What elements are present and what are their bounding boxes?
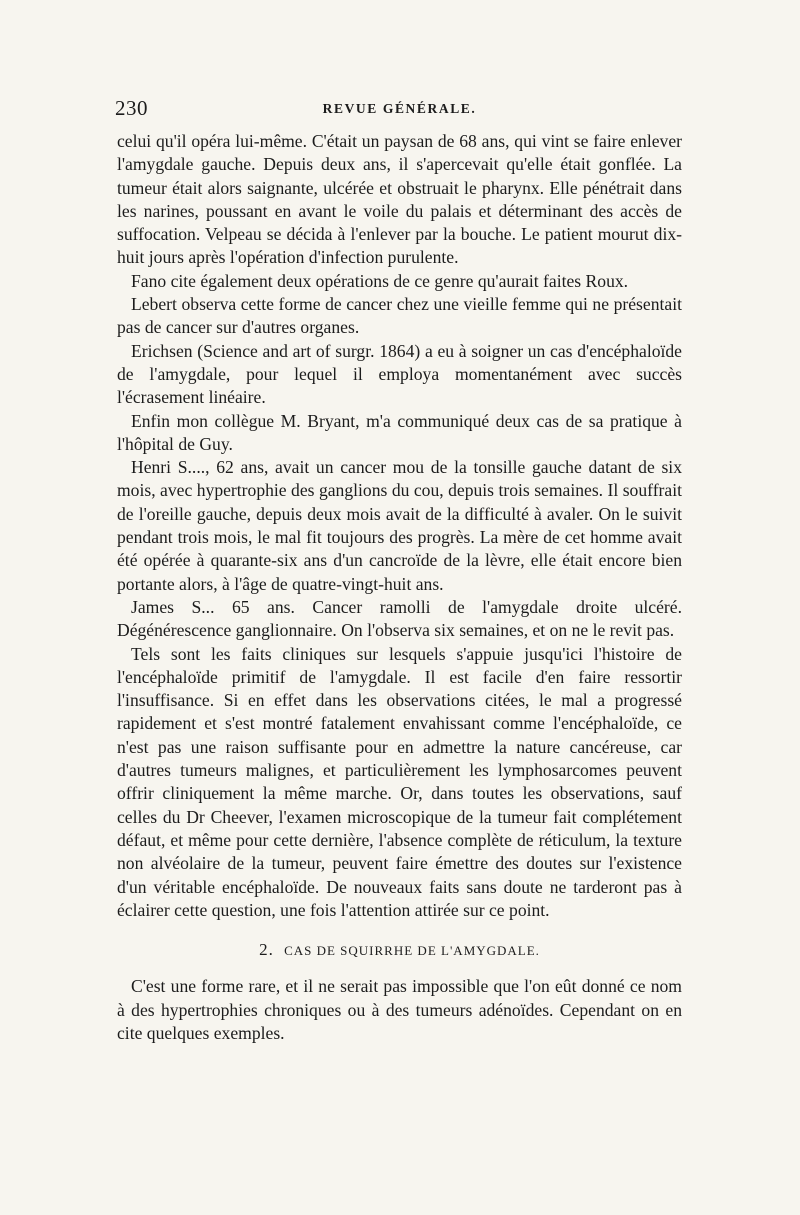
paragraph-henri-case: Henri S...., 62 ans, avait un cancer mou de la tonsille gauche datant de six mois, avec hypertrophie des ganglions du cou, depuis trois semaines. Il souffrait de l'oreille gauche, depuis deux mois avait de la difficulté à avaler. On le suivit pendant trois mois, le mal fit toujours des progrès. La mère de cet homme avait été opérée à quarante-six ans d'un cancroïde de la lèvre, elle était encore bien portante alors, à l'âge de quatre-vingt-huit ans. xyxy=(117,457,682,594)
section-number: 2. xyxy=(259,940,274,960)
paragraph-discussion: Tels sont les faits cliniques sur lesquels s'appuie jusqu'ici l'histoire de l'encéphaloïde primitif de l'amygdale. Il est facile d'en faire ressortir l'insuffisance. Si en effet dans les observations citées, le mal a progressé rapidement et s'est montré fatalement envahissant comme l'encéphaloïde, ce n'est pas une raison suffisante pour en admettre la nature cancéreuse, car d'autres tumeurs malignes, et particulièrement les lymphosarcomes peuvent offrir cliniquement la même marche. Or, dans toutes les observations, sauf celles du Dr Cheever, l'examen microscopique de la tumeur fait complétement défaut, et même pour cette dernière, l'absence complète de réticulum, la texture non alvéolaire de la tumeur, peuvent faire émettre des doutes sur l'existence d'un véritable encéphaloïde. De nouveaux faits sans doute ne tarderont pas à éclairer cette question, une fois l'attention attirée sur ce point. xyxy=(117,643,682,920)
page-header xyxy=(117,96,682,130)
body-text xyxy=(117,130,682,1045)
section-heading xyxy=(117,938,682,962)
paragraph-james-case: James S... 65 ans. Cancer ramolli de l'amygdale droite ulcéré. Dégénérescence ganglionnaire. On l'observa six semaines, et on ne le revit pas. xyxy=(117,596,682,641)
section-title: CAS DE SQUIRRHE DE L'AMYGDALE. xyxy=(284,943,540,959)
paragraph-bryant: Enfin mon collègue M. Bryant, m'a communiqué deux cas de sa pratique à l'hôpital de Guy. xyxy=(117,410,682,454)
paragraph-erichsen: Erichsen (Science and art of surgr. 1864) a eu à soigner un cas d'encéphaloïde de l'amygdale, pour lequel il employa momentanément avec succès l'écrasement linéaire. xyxy=(117,340,682,408)
paragraph-lebert: Lebert observa cette forme de cancer chez une vieille femme qui ne présentait pas de cancer sur d'autres organes. xyxy=(117,294,682,338)
paragraph-fano: Fano cite également deux opérations de ce genre qu'aurait faites Roux. xyxy=(131,270,629,291)
paragraph-velpeau-case: celui qu'il opéra lui-même. C'était un paysan de 68 ans, qui vint se faire enlever l'amygdale gauche. Depuis deux ans, il s'apercevait qu'elle était gonflée. La tumeur était alors saignante, ulcérée et obstruait le pharynx. Elle pénétrait dans les narines, poussant en avant le voile du palais et déterminant des accès de suffocation. Velpeau se décida à l'enlever par la bouche. Le patient mourut dix-huit jours après l'opération d'infection purulente. xyxy=(117,131,682,268)
paragraph-squirrhe-intro: C'est une forme rare, et il ne serait pas impossible que l'on eût donné ce nom à des hypertrophies chroniques ou à des tumeurs adénoïdes. Cependant on en cite quelques exemples. xyxy=(117,976,682,1043)
page-number: 230 xyxy=(115,96,148,120)
running-title: REVUE GÉNÉRALE. xyxy=(322,101,477,116)
